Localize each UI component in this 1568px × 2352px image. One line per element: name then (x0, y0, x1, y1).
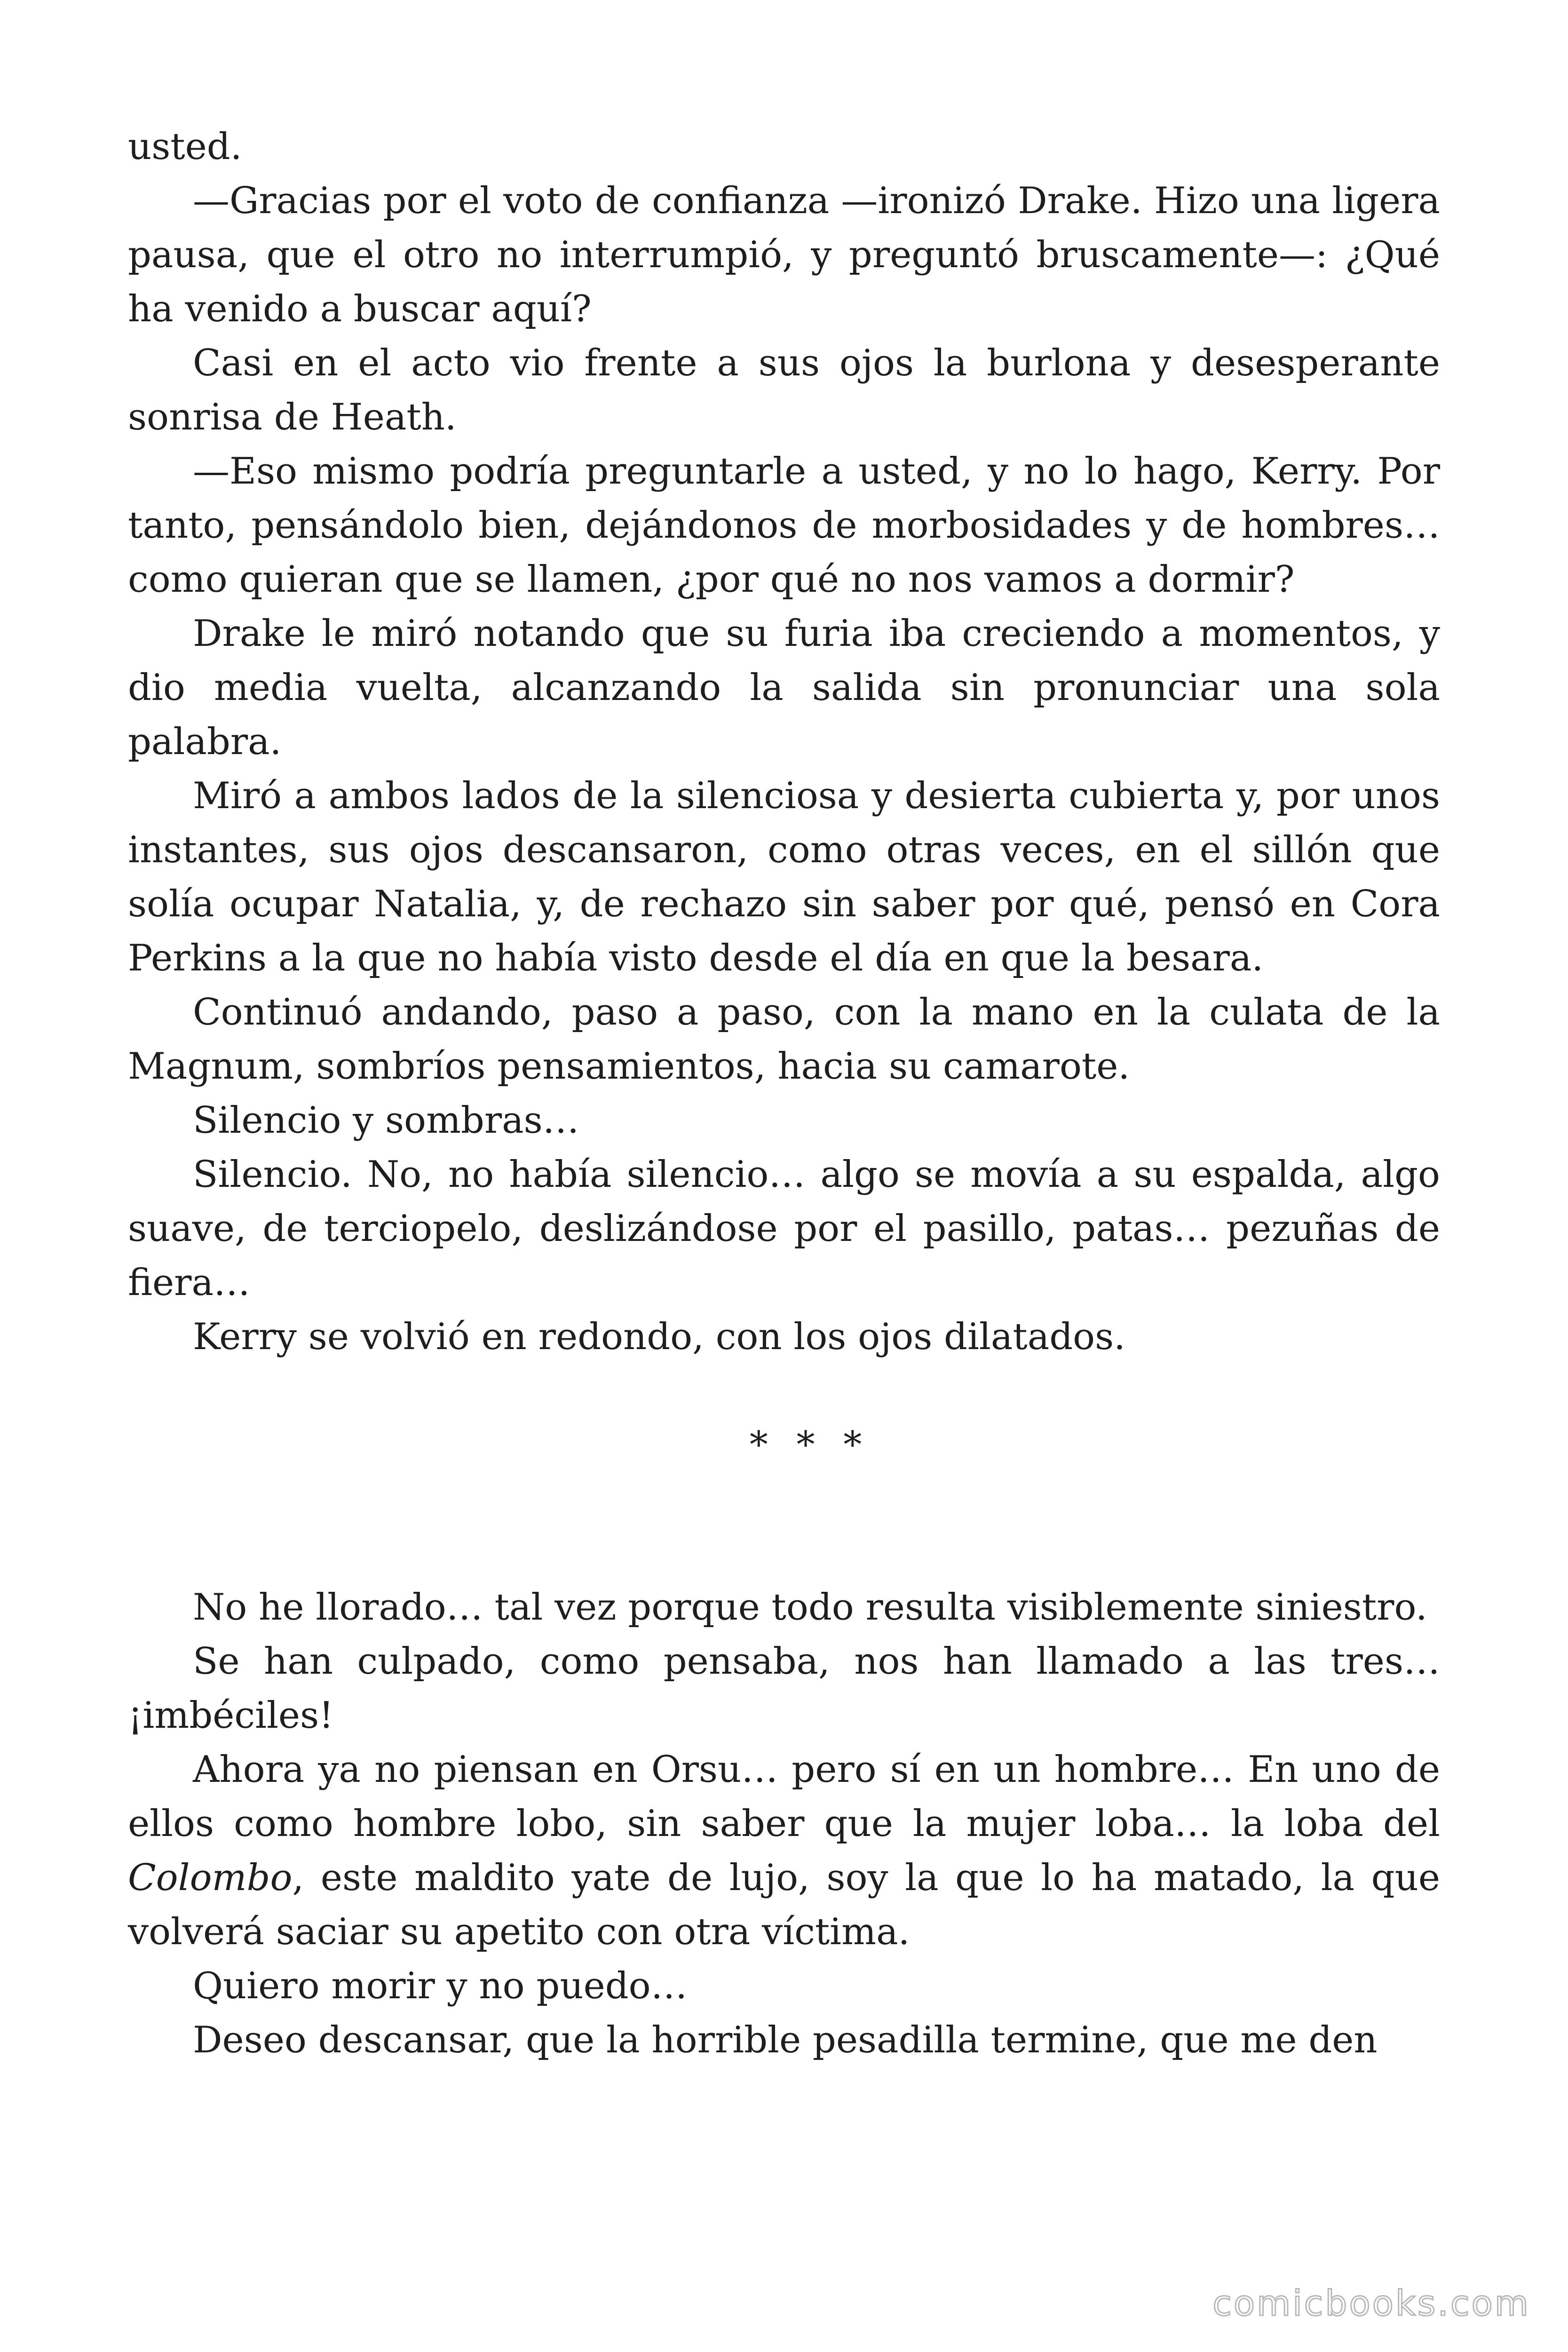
paragraph: Casi en el acto vio frente a sus ojos la burlona y desesperante sonrisa de Heath. (128, 342, 1440, 438)
watermark: comicbooks.com (1212, 2283, 1530, 2324)
italic-ship-name: Colombo (128, 1857, 293, 1899)
paragraph: Kerry se volvió en redondo, con los ojos dilatados. (193, 1316, 1125, 1358)
paragraph: Deseo descansar, que la horrible pesadilla termine, que me den (193, 2019, 1378, 2061)
paragraph: Drake le miró notando que su furia iba creciendo a momentos, y dio media vuelta, alcanzando la salida sin pronunciar una sola palabra. (128, 612, 1440, 763)
text-run: , este maldito yate de lujo, soy la que lo ha matado, la que volverá saciar su apetito con otra víctima. (128, 1857, 1440, 1953)
paragraph: Silencio y sombras… (193, 1099, 579, 1142)
paragraph: Se han culpado, como pensaba, nos han llamado a las tres… ¡imbéciles! (128, 1640, 1440, 1737)
section-separator: * * * (749, 1424, 871, 1466)
paragraph-with-italic (128, 1743, 1440, 1959)
text-run: Ahora ya no piensan en Orsu… pero sí en un hombre… En uno de ellos como hombre lobo, sin saber que la mujer loba… la loba del (128, 1748, 1440, 1845)
book-page (128, 120, 1440, 2067)
paragraph: Quiero morir y no puedo… (193, 1965, 688, 2007)
paragraph: usted. (128, 126, 242, 168)
paragraph: Miró a ambos lados de la silenciosa y desierta cubierta y, por unos instantes, sus ojos descansaron, como otras veces, en el sillón que solía ocupar Natalia, y, de rechazo sin saber por qué, pensó en Cora Perkins a la que no había visto desde el día en que la besara. (128, 775, 1440, 979)
paragraph: —Gracias por el voto de confianza —ironizó Drake. Hizo una ligera pausa, que el otro no interrumpió, y preguntó bruscamente—: ¿Qué ha venido a buscar aquí? (128, 180, 1440, 330)
paragraph: Silencio. No, no había silencio… algo se movía a su espalda, algo suave, de terciopelo, deslizándose por el pasillo, patas… pezuñas de fiera… (128, 1153, 1440, 1304)
paragraph: Continuó andando, paso a paso, con la mano en la culata de la Magnum, sombríos pensamientos, hacia su camarote. (128, 991, 1440, 1088)
paragraph: —Eso mismo podría preguntarle a usted, y no lo hago, Kerry. Por tanto, pensándolo bien, dejándonos de morbosidades y de hombres… como quieran que se llamen, ¿por qué no nos vamos a dormir? (128, 450, 1440, 601)
paragraph: No he llorado… tal vez porque todo resulta visiblemente siniestro. (193, 1586, 1427, 1629)
